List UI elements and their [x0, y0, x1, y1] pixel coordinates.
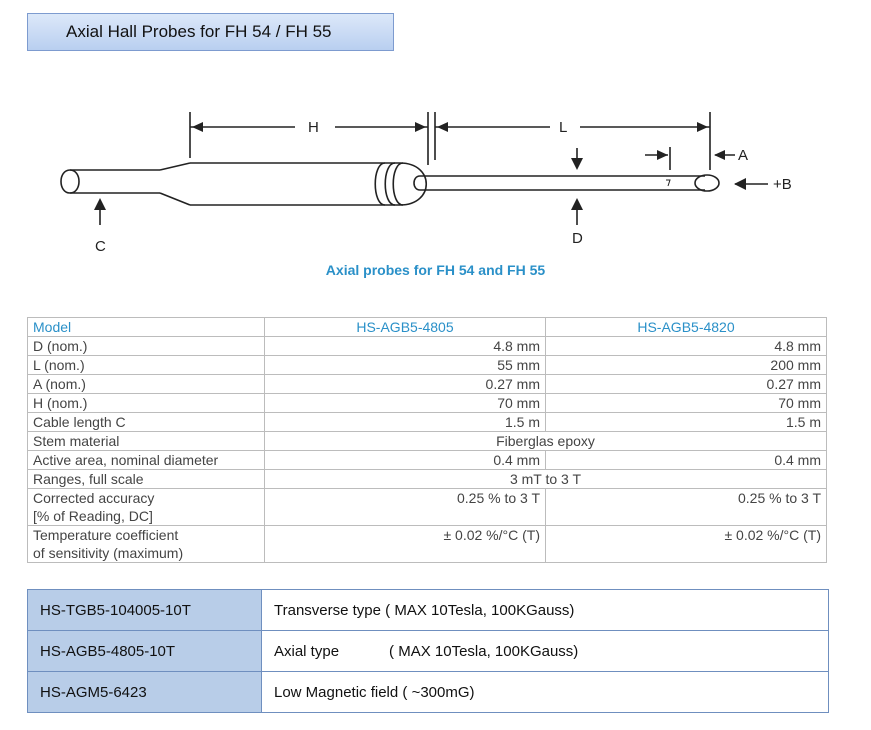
model-spec: ( MAX 10Tesla, 100KGauss) [389, 642, 579, 660]
row-label: H (nom.) [28, 394, 265, 413]
label-d: D [572, 230, 583, 247]
row-value-2: 70 mm [546, 394, 827, 413]
model-table [27, 589, 829, 713]
spec-row-active-area [28, 451, 827, 470]
header-model-1: HS-AGB5-4805 [265, 318, 546, 337]
spec-row-h [28, 394, 827, 413]
row-value-2: 0.27 mm [546, 375, 827, 394]
model-code: HS-AGB5-4805-10T [28, 631, 262, 672]
model-code: HS-AGM5-6423 [28, 672, 262, 713]
label-c: C [95, 238, 106, 255]
row-label: Cable length C [28, 413, 265, 432]
model-description [262, 672, 829, 713]
row-value-2: ± 0.02 %/°C (T) [546, 526, 827, 563]
row-label-line-2: of sensitivity (maximum) [33, 545, 184, 561]
header-model-2: HS-AGB5-4820 [546, 318, 827, 337]
row-label [28, 489, 265, 526]
row-value-1: 55 mm [265, 356, 546, 375]
label-h: H [308, 119, 319, 136]
model-type: Transverse type [274, 601, 381, 619]
row-label-line-1: Corrected accuracy [33, 490, 155, 506]
row-value-1: 0.4 mm [265, 451, 546, 470]
model-row [28, 631, 829, 672]
model-row [28, 590, 829, 631]
probe-diagram [40, 100, 840, 260]
model-type: Low Magnetic field [274, 683, 399, 701]
spec-row-tempco [28, 526, 827, 563]
model-spec: ( MAX 10Tesla, 100KGauss) [385, 601, 575, 619]
spec-row-stem [28, 432, 827, 451]
row-value-1: 4.8 mm [265, 337, 546, 356]
row-label-line-2: [% of Reading, DC] [33, 508, 153, 524]
spec-header-row [28, 318, 827, 337]
page-title: Axial Hall Probes for FH 54 / FH 55 [27, 13, 394, 51]
model-description [262, 590, 829, 631]
row-value-1: ± 0.02 %/°C (T) [265, 526, 546, 563]
spec-row-a [28, 375, 827, 394]
row-value-1: 0.27 mm [265, 375, 546, 394]
row-value-2: 0.25 % to 3 T [546, 489, 827, 526]
row-label: Ranges, full scale [28, 470, 265, 489]
cable-end [61, 170, 70, 193]
row-value-2: 200 mm [546, 356, 827, 375]
row-label-line-1: Temperature coefficient [33, 527, 179, 543]
diagram-caption: Axial probes for FH 54 and FH 55 [325, 262, 546, 278]
model-description [262, 631, 829, 672]
spec-row-l [28, 356, 827, 375]
header-model: Model [28, 318, 265, 337]
spec-row-d [28, 337, 827, 356]
label-b: +B [773, 176, 792, 193]
spec-row-accuracy [28, 489, 827, 526]
row-value-merged: Fiberglas epoxy [265, 432, 827, 451]
model-row [28, 672, 829, 713]
row-label [28, 526, 265, 563]
label-l: L [559, 119, 568, 136]
row-value-2: 1.5 m [546, 413, 827, 432]
row-value-2: 0.4 mm [546, 451, 827, 470]
row-label: Stem material [28, 432, 265, 451]
spec-row-cable [28, 413, 827, 432]
row-value-1: 70 mm [265, 394, 546, 413]
row-label: L (nom.) [28, 356, 265, 375]
spec-row-ranges [28, 470, 827, 489]
model-code: HS-TGB5-104005-10T [28, 590, 262, 631]
model-type: Axial type [274, 642, 340, 660]
row-value-2: 4.8 mm [546, 337, 827, 356]
label-a: A [738, 147, 749, 164]
row-label: A (nom.) [28, 375, 265, 394]
row-label: D (nom.) [28, 337, 265, 356]
row-label: Active area, nominal diameter [28, 451, 265, 470]
spec-table [27, 317, 827, 563]
row-value-1: 0.25 % to 3 T [265, 489, 546, 526]
row-value-1: 1.5 m [265, 413, 546, 432]
row-value-merged: 3 mT to 3 T [265, 470, 827, 489]
model-spec: ( ~300mG) [402, 683, 475, 701]
